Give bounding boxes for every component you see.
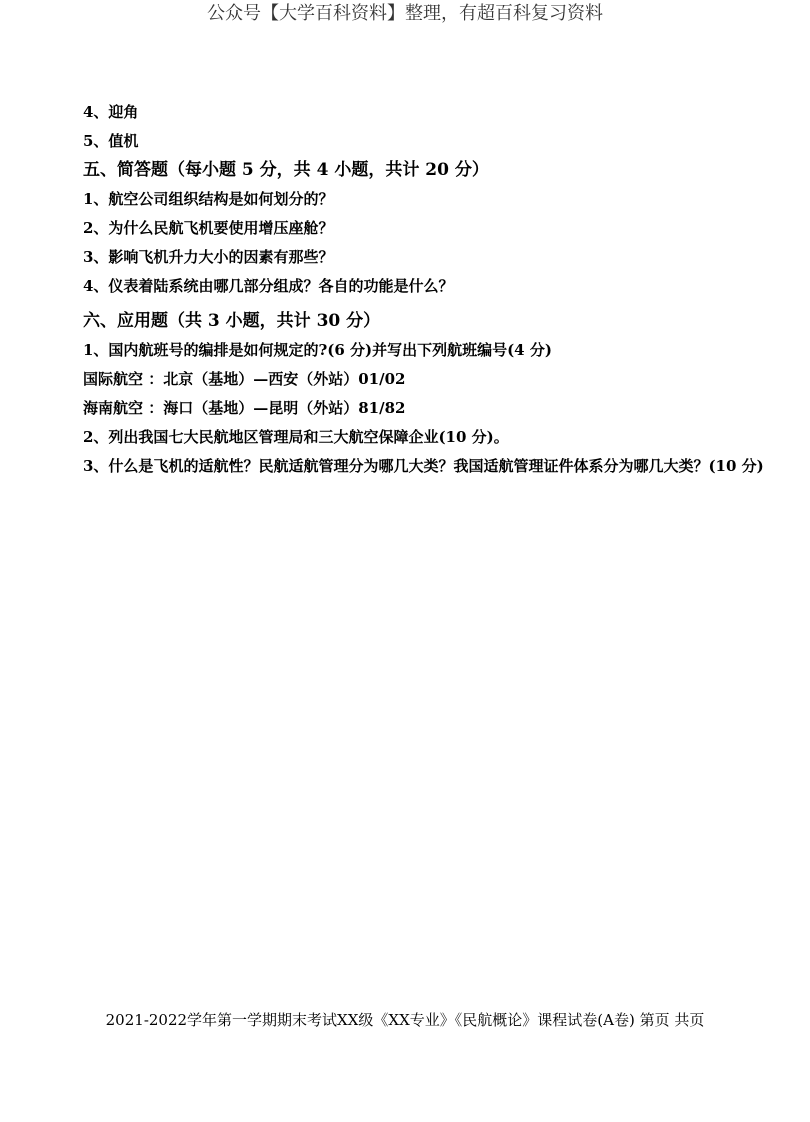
flight-example-1: 国际航空 ：北京（基地）—西安（外站）01/02 bbox=[83, 370, 406, 388]
page-footer: 2021-2022学年第一学期期末考试XX级《XX专业》《民航概论》课程试卷(A卷) 第页 共页 bbox=[105, 1011, 705, 1029]
short-answer-question-1: 1、航空公司组织结构是如何划分的？ bbox=[83, 190, 334, 208]
section-5-title: 五、简答题（每小题 5 分，共 4 小题，共计 20 分） bbox=[83, 160, 489, 180]
short-answer-question-3: 3、影响飞机升力大小的因素有那些？ bbox=[83, 248, 334, 266]
section-6-title: 六、应用题（共 3 小题，共计 30 分） bbox=[83, 311, 381, 331]
application-question-2: 2、列出我国七大民航地区管理局和三大航空保障企业(10 分)。 bbox=[83, 428, 509, 446]
short-answer-question-2: 2、为什么民航飞机要使用增压座舱？ bbox=[83, 219, 334, 237]
flight-example-2: 海南航空 ：海口（基地）—昆明（外站）81/82 bbox=[83, 399, 406, 417]
short-answer-question-4: 4、仪表着陆系统由哪几部分组成？各自的功能是什么？ bbox=[83, 277, 454, 295]
term-item-5: 5、值机 bbox=[83, 132, 139, 150]
application-question-3: 3、什么是飞机的适航性？民航适航管理分为哪几大类？我国适航管理证件体系分为哪几大类？(10 分) bbox=[83, 457, 764, 475]
term-item-4: 4、迎角 bbox=[83, 103, 139, 121]
page-header: 公众号【大学百科资料】整理，有超百科复习资料 bbox=[207, 3, 603, 24]
application-question-1: 1、国内航班号的编排是如何规定的?(6 分)并写出下列航班编号(4 分) bbox=[83, 341, 552, 359]
exam-content bbox=[83, 98, 773, 481]
